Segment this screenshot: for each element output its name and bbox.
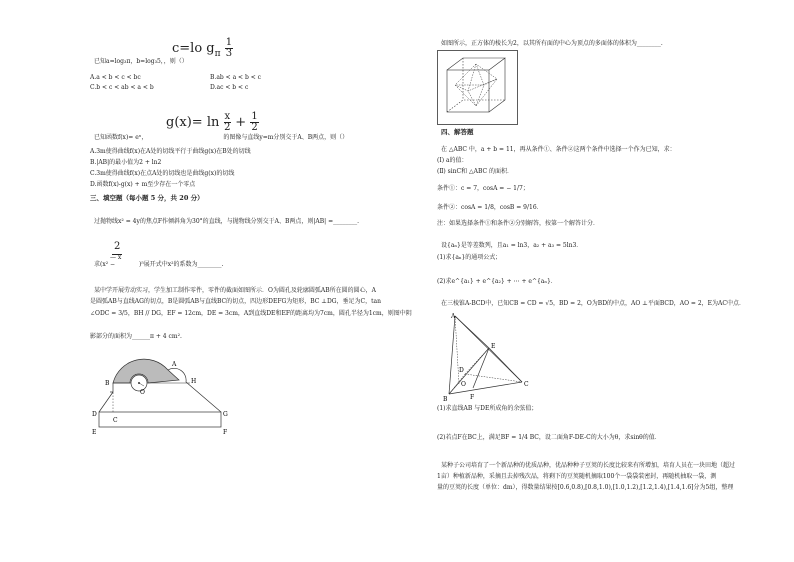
q2-frac1 [224,112,232,133]
q2-frac1-num: x [224,111,231,122]
label-e: E [92,429,97,436]
q14-stem: 求(x² − [94,261,117,268]
q17-condition-1: 条件①：c = 7，cosA = − 1/7； [437,185,529,192]
q2-option-a: A.3m使得曲线f(x)在A处的切线平行于曲线g(x)在B处的切线 [90,148,251,155]
q1-frac-num: 1 [225,37,233,48]
q1-option-b: B.ab < a < b < c [210,74,262,81]
q15-tail: π + 4 cm². [150,333,182,340]
q16-cube-figure [437,50,519,126]
q16-text: 如图所示，正方体的棱长为2，以其所有面的中心为顶点的多面体的体积为________. [441,40,663,47]
q15-figure [86,352,236,438]
q15-line-4-text: 影部分的面积为______ [90,333,151,340]
q1-formula-frac [225,38,233,59]
section-4-heading: 四、解答题 [441,128,474,136]
label-g: G [223,411,228,418]
q1-formula-sub: π [214,49,221,59]
label-b: B [105,380,110,387]
q2-frac2-den: 2 [251,122,258,133]
q2-frac2 [250,112,258,133]
tetra-hidden-edges [449,316,522,394]
q1-formula [172,38,233,59]
label-o: O [140,389,145,396]
q15-line-2: 是圆弧AB与直线AG的切点，B是圆弧AB与直线BC的切点，四边形DEFG为矩形，BC ⊥DG，垂足为C，tan [90,298,381,305]
line-bc [99,392,113,412]
q19-line-1: 在三棱锥A-BCD中，已知CB = CD = √5，BD = 2，O为BD的中点，AO ⊥平面BCD，AO = 2，E为AC中点． [441,300,745,307]
label-c: C [113,417,118,424]
q1-stem-tail: ，则（） [163,58,188,65]
q2-option-b: B.|AB|的最小值为2 + ln2 [90,159,162,166]
q14-frac [112,241,122,255]
q2-formula-text: g(x)= ln [166,115,220,130]
label-e: E [491,343,496,350]
label-o: O [461,381,466,388]
q13-text: 过抛物线x² = 4y的焦点F作倾斜角为30°的直线，与抛物线分别交于A、B两点，则|AB| =________. [94,218,360,225]
q15-line-1: 某中学开展劳动实习，学生加工制作零件，零件的截面如图所示．O为圆孔及轮廓圆弧AB所在圆的圆心，A [94,287,376,294]
q1-option-a: A.a < b < c < bc [90,74,141,81]
q2-option-d: D.函数f(x)-g(x) + m至少存在一个零点 [90,181,196,188]
q19-figure [437,310,533,402]
label-d: D [92,411,97,418]
figure-frame [438,51,518,125]
label-a: A [172,361,177,368]
line-ag [168,368,221,412]
section-3-heading: 三、填空题（每小题 5 分，共 20 分） [90,194,204,202]
q15-line-3: ∠ODC = 3/5，BH // DG，EF = 12cm，DE = 3cm，A到直线DE和EF的距离均为7cm，圆孔半径为1cm，则图中阴 [90,310,412,317]
q2-frac1-den: 2 [224,122,231,133]
q2-stem-tail: 的图像与直线y=m分别交于A、B两点，则（） [223,134,349,141]
q15-line-4 [90,333,182,341]
label-b: B [443,396,448,402]
q2-frac2-num: 1 [251,111,258,122]
q2-formula [166,112,259,133]
q17-condition-2: 条件②：cosA = 1/8，cosB = 9/16． [437,204,543,211]
q19-sub-2: (2)若点F在BC上，满足BF = 1/4 BC，设二面角F-DE-C的大小为θ，求sinθ的值． [437,434,661,441]
q14-minus-x: — x [110,254,122,261]
octahedron [455,64,497,106]
q17-line-1: 在 △ABC 中，a + b = 11，再从条件①、条件②这两个条件中选择一个作为已知，求： [441,146,676,153]
q17-line-3: (Ⅱ) sinC和 △ABC 的面积． [437,168,513,175]
q20-line-2: 1亩）种植新品种，采摘且去掉残次品，将剩下的豆荚随机摘取100个一袋袋装密封，再随机抽取一袋，测 [437,473,717,480]
q1-formula-text: c=lo g [172,41,215,56]
q18-line-2: (1)求{aₙ}的通项公式； [437,254,502,261]
tetra-edges [449,316,522,394]
label-a: A [451,313,456,320]
q20-line-1: 某种子公司培育了一个新品种的优质品种，优品种种子豆荚的长度比较来有所增加，培育人员在一块田地（超过 [441,462,736,469]
q14-frac-num: 2 [112,241,122,255]
outline-upper [110,383,113,392]
label-f: F [223,429,228,436]
label-c: C [524,381,529,388]
q2-stem-head: 已知函数f(x)= eˣ， [94,134,148,141]
q18-line-1: 设{aₙ}是等差数列，且a₁ = ln3，a₂ + a₃ = 5ln3． [441,242,583,249]
q20-line-3: 量的豆荚的长度（单位：dm），得数量结果按[0.6,0.8),[0.8,1.0),[1.0,1.2),[1.2,1.4),[1.4,1.6]分为5组，整理 [437,484,734,491]
q17-note: 注：如果选择条件①和条件②分别解答，按第一个解答计分． [437,220,600,227]
right-column [397,0,794,562]
label-f: F [470,394,475,401]
q1-stem-text: 已知a=log₃π，b=log₃5， [94,58,164,65]
q1-option-d: D.ac < b < c [210,84,249,91]
q14-text [94,261,223,269]
q2-stem [94,134,348,142]
q2-plus: + [235,115,247,130]
q18-line-3: (2)求e^{a₁} + e^{a₂} + ⋯ + e^{aₙ}． [437,278,557,285]
q1-stem [94,58,188,66]
q1-frac-den: 3 [225,48,233,59]
q14-tail: )⁵展开式中x²的系数为________. [138,261,224,268]
q2-option-c: C.3m使得曲线f(x)在点A处的切线也是曲线g(x)的切线 [90,170,235,177]
label-h: H [191,378,197,385]
q17-line-2: (Ⅰ) a的值： [437,157,468,164]
q1-option-c: C.b < c < ab < a < b [90,84,154,91]
label-d: D [459,367,464,374]
q19-sub-1: (1)求直线AB 与DE所成角的余弦值； [437,405,538,412]
